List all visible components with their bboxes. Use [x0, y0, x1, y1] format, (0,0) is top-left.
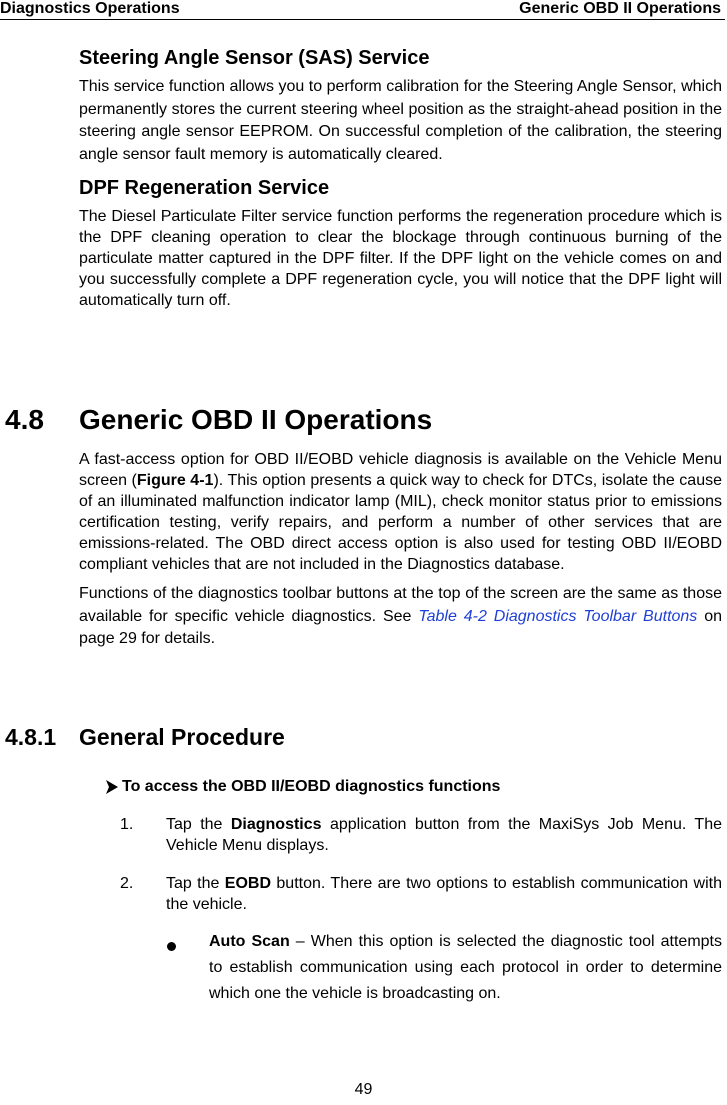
obd-intro-paragraph	[79, 449, 722, 575]
header-chapter-title: Diagnostics Operations	[0, 0, 180, 17]
section-number: 4.8	[5, 404, 44, 435]
sas-heading: Steering Angle Sensor (SAS) Service	[79, 47, 430, 69]
subsection-title: General Procedure	[79, 724, 285, 750]
arrowhead-icon	[104, 779, 120, 795]
subsection-number: 4.8.1	[5, 724, 57, 750]
sas-paragraph: This service function allows you to perform calibration for the Steering Angle Sensor, which permanently stores the current steering wheel position as the straight-ahead position in the steering angle sensor EEPROM. On successful completion of the calibration, the steering angle sensor fault memory is automatically cleared.	[79, 78, 722, 163]
procedure-heading	[104, 774, 704, 800]
section-title: Generic OBD II Operations	[79, 404, 433, 435]
step-text	[166, 814, 722, 856]
auto-scan-label: Auto Scan	[209, 933, 290, 950]
figure-reference: Figure 4-1	[136, 472, 214, 489]
upper-content	[79, 44, 722, 311]
step-text-part: Tap the	[166, 816, 231, 833]
toolbar-text-cont: on page 29 for details.	[79, 607, 723, 647]
section-4-8-heading	[5, 402, 705, 438]
bullet-text	[209, 929, 722, 1007]
step-number: 1.	[120, 816, 134, 833]
eobd-button-label: EOBD	[224, 875, 272, 892]
step-text-part: Tap the	[166, 875, 225, 892]
step-text-part: application button from the MaxiSys Job Menu. The Vehicle Menu displays.	[166, 816, 722, 854]
step-1	[120, 814, 722, 856]
toolbar-text: Functions of the diagnostics toolbar buttons at the top of the screen are the same as those available for specific vehicle diagnostics. See	[79, 585, 722, 625]
diagnostics-button-label: Diagnostics	[230, 816, 322, 833]
obd-intro-text: A fast-access option for OBD II/EOBD vehicle diagnosis is available on the Vehicle Menu screen (	[79, 451, 722, 489]
section-4-8-1-heading	[5, 722, 705, 752]
dpf-paragraph: The Diesel Particulate Filter service function performs the regeneration procedure which is the DPF cleaning operation to clear the blockage through continuous burning of the particulate matter captured in the DPF filter. If the DPF light on the vehicle comes on and you successfully complete a DPF regeneration cycle, you will notice that the DPF light will automatically turn off.	[79, 208, 722, 309]
header-section-title: Generic OBD II Operations	[519, 0, 721, 17]
page-number: 49	[354, 1081, 373, 1098]
dpf-heading: DPF Regeneration Service	[79, 177, 330, 199]
step-number: 2.	[120, 875, 134, 892]
obd-intro-text-cont: ). This option presents a quick way to check for DTCs, isolate the cause of an illuminated malfunction indicator lamp (MIL), check monitor status prior to emissions certification testing, verify repairs, and perform a number of other services that are emissions-related. The OBD direct access option is also used for testing OBD II/EOBD compliant vehicles that are not included in the Diagnostics database.	[79, 472, 722, 573]
table-link[interactable]: Table 4-2 Diagnostics Toolbar Buttons	[418, 607, 698, 625]
section-4-8-body	[79, 449, 722, 651]
step-2	[120, 873, 722, 915]
page-header	[0, 0, 725, 20]
step-text-part: button. There are two options to establish communication with the vehicle.	[166, 875, 723, 913]
toolbar-paragraph	[79, 583, 722, 651]
bullet-description: – When this option is selected the diagnostic tool attempts to establish communication using each protocol in order to determine which one the vehicle is broadcasting on.	[209, 933, 723, 1002]
bullet-dot-icon	[167, 942, 176, 951]
procedure-title: To access the OBD II/EOBD diagnostics functions	[122, 778, 501, 795]
step-text	[166, 873, 722, 915]
